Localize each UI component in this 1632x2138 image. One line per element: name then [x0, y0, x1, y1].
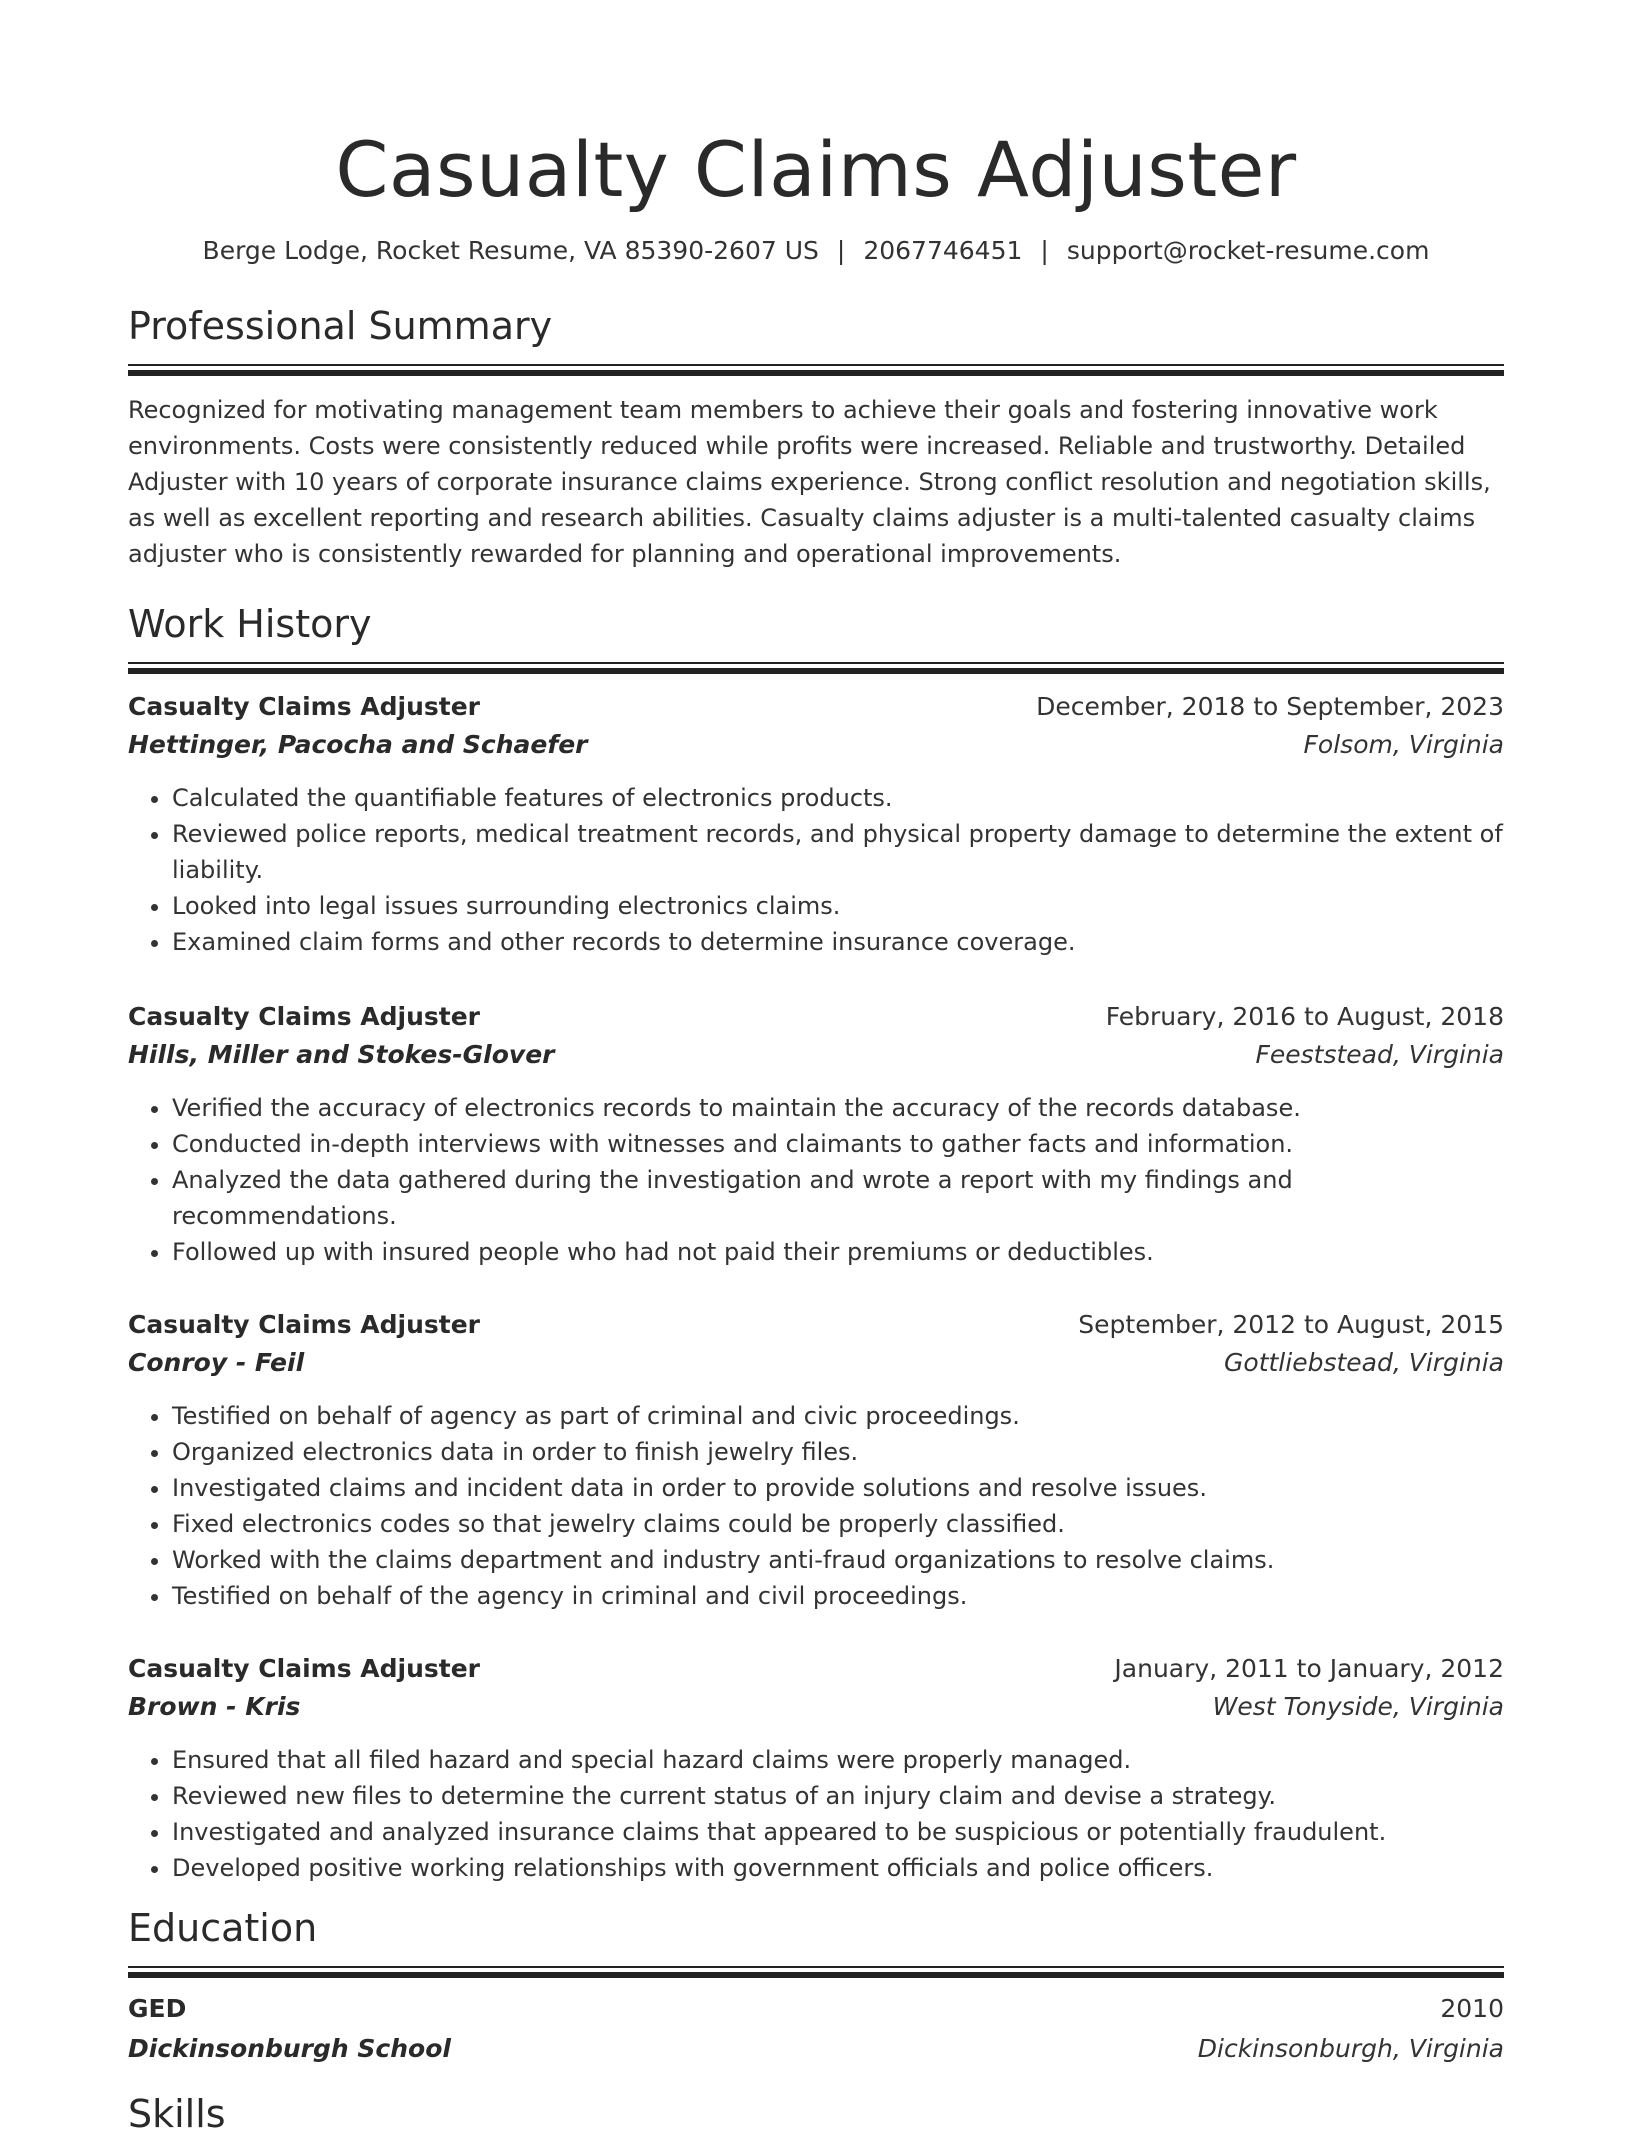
job-company-row — [128, 1688, 1504, 1726]
job-bullet: • Verified the accuracy of electronics records to maintain the accuracy of the records database. — [172, 1090, 1504, 1126]
section-heading-summary: Professional Summary — [128, 304, 553, 348]
job-company: Conroy - Feil — [128, 1348, 305, 1377]
job-bullet: • Worked with the claims department and industry anti-fraud organizations to resolve claims. — [172, 1542, 1504, 1578]
job-title: Casualty Claims Adjuster — [128, 692, 481, 721]
resume-page — [128, 0, 1504, 2138]
job-bullet: • Reviewed police reports, medical treatment records, and physical property damage to determine the extent of liability. — [172, 816, 1504, 888]
job-entry — [128, 688, 1504, 960]
job-bullet: • Developed positive working relationships with government officials and police officers. — [172, 1850, 1504, 1886]
job-location: West Tonyside, Virginia — [1212, 1692, 1504, 1721]
job-bullet-list — [128, 780, 1504, 960]
contact-email: support@rocket-resume.com — [1066, 236, 1430, 265]
resume-title: Casualty Claims Adjuster — [335, 125, 1297, 214]
job-header-row — [128, 1306, 1504, 1344]
contact-phone: 2067746451 — [863, 236, 1023, 265]
job-bullet: • Testified on behalf of the agency in criminal and civil proceedings. — [172, 1578, 1504, 1614]
job-dates: January, 2011 to January, 2012 — [1114, 1654, 1504, 1683]
job-location: Gottliebstead, Virginia — [1224, 1348, 1504, 1377]
job-entry — [128, 998, 1504, 1270]
job-bullet: • Organized electronics data in order to finish jewelry files. — [172, 1434, 1504, 1470]
job-list — [128, 688, 1504, 1886]
section-heading-education: Education — [128, 1906, 318, 1950]
contact-separator: | — [1040, 236, 1049, 265]
section-divider — [128, 662, 1504, 674]
work-history-section — [128, 600, 1504, 1886]
education-row — [128, 1990, 1504, 2028]
job-company-row — [128, 1036, 1504, 1074]
contact-line — [128, 234, 1504, 268]
job-bullet: • Reviewed new files to determine the current status of an injury claim and devise a strategy. — [172, 1778, 1504, 1814]
job-company: Brown - Kris — [128, 1692, 301, 1721]
job-location: Feeststead, Virginia — [1255, 1040, 1504, 1069]
education-location: Dickinsonburgh, Virginia — [1197, 2034, 1504, 2063]
job-bullet: • Investigated and analyzed insurance claims that appeared to be suspicious or potentially fraudulent. — [172, 1814, 1504, 1850]
summary-text: Recognized for motivating management team members to achieve their goals and fostering innovative work environments. Costs were consistently reduced while profits were increased. Reliable and trustworthy. Detailed Adjuster with 10 years of corporate insurance claims experience. Strong conflict resolution and negotiation skills, as well as excellent reporting and research abilities. Casualty claims adjuster is a multi-talented casualty claims adjuster who is consistently rewarded for planning and operational improvements. — [128, 396, 1491, 568]
job-dates: December, 2018 to September, 2023 — [1036, 692, 1504, 721]
job-dates: September, 2012 to August, 2015 — [1078, 1310, 1504, 1339]
section-divider — [128, 1966, 1504, 1978]
job-company: Hettinger, Pacocha and Schaefer — [128, 730, 588, 759]
education-school: Dickinsonburgh School — [128, 2034, 451, 2063]
job-bullet-list — [128, 1090, 1504, 1270]
education-year: 2010 — [1440, 1994, 1504, 2023]
summary-section — [128, 302, 1504, 572]
job-bullet: • Testified on behalf of agency as part of criminal and civic proceedings. — [172, 1398, 1504, 1434]
job-title: Casualty Claims Adjuster — [128, 1002, 481, 1031]
job-bullet: • Conducted in-depth interviews with witnesses and claimants to gather facts and information. — [172, 1126, 1504, 1162]
skills-section — [128, 2090, 1504, 2138]
education-degree: GED — [128, 1994, 187, 2023]
job-title: Casualty Claims Adjuster — [128, 1310, 481, 1339]
job-title: Casualty Claims Adjuster — [128, 1654, 481, 1683]
education-school-row — [128, 2030, 1504, 2068]
job-location: Folsom, Virginia — [1303, 730, 1504, 759]
job-bullet: • Calculated the quantifiable features of electronics products. — [172, 780, 1504, 816]
job-bullet: • Examined claim forms and other records to determine insurance coverage. — [172, 924, 1504, 960]
job-entry — [128, 1650, 1504, 1886]
job-bullet: • Fixed electronics codes so that jewelry claims could be properly classified. — [172, 1506, 1504, 1542]
contact-separator: | — [836, 236, 846, 265]
section-heading-work-history: Work History — [128, 602, 372, 646]
job-bullet-list — [128, 1742, 1504, 1886]
job-bullet: • Looked into legal issues surrounding electronics claims. — [172, 888, 1504, 924]
job-header-row — [128, 688, 1504, 726]
job-header-row — [128, 1650, 1504, 1688]
job-header-row — [128, 998, 1504, 1036]
section-heading-skills: Skills — [128, 2092, 226, 2136]
education-section — [128, 1904, 1504, 2068]
job-bullet-list — [128, 1398, 1504, 1614]
job-bullet: • Analyzed the data gathered during the investigation and wrote a report with my findings and recommendations. — [172, 1162, 1504, 1234]
job-bullet: • Followed up with insured people who had not paid their premiums or deductibles. — [172, 1234, 1504, 1270]
job-company: Hills, Miller and Stokes-Glover — [128, 1040, 555, 1069]
job-company-row — [128, 1344, 1504, 1382]
job-bullet: • Investigated claims and incident data in order to provide solutions and resolve issues. — [172, 1470, 1504, 1506]
job-bullet: • Ensured that all filed hazard and special hazard claims were properly managed. — [172, 1742, 1504, 1778]
job-entry — [128, 1306, 1504, 1614]
job-dates: February, 2016 to August, 2018 — [1105, 1002, 1504, 1031]
contact-address: Berge Lodge, Rocket Resume, VA 85390-2607 US — [202, 236, 819, 265]
job-company-row — [128, 726, 1504, 764]
section-divider — [128, 364, 1504, 376]
